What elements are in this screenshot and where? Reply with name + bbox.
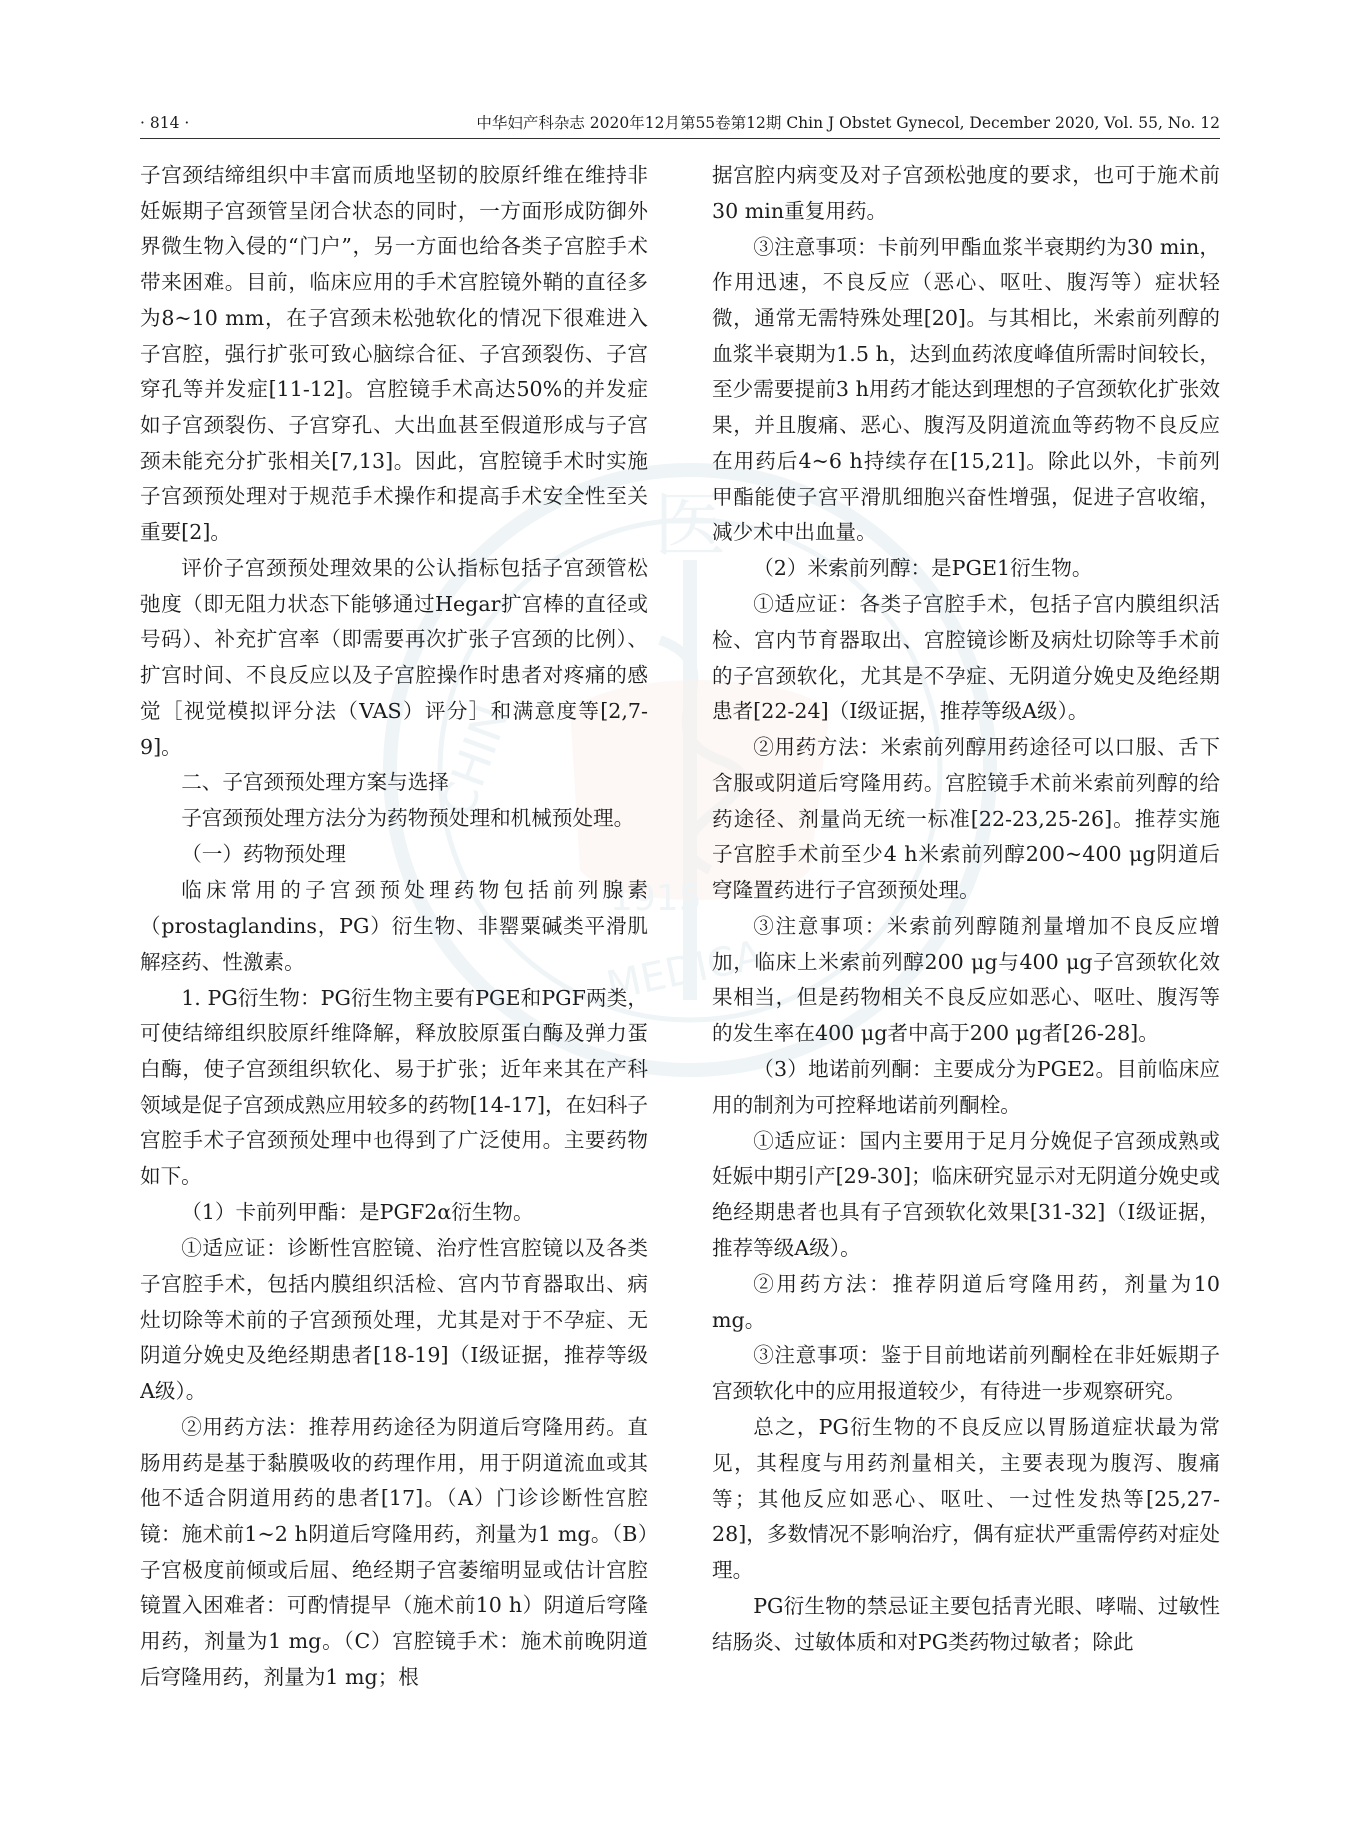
paragraph: ③注意事项：卡前列甲酯血浆半衰期约为30 min，作用迅速，不良反应（恶心、呕吐、腹泻等）症状轻微，通常无需特殊处理[20]。与其相比，米索前列醇的血浆半衰期为1.5 h，达到血药浓度峰值所需时间较长，至少需要提前3 h用药才能达到理想的子宫颈软化扩张效果，并且腹痛、恶心、腹泻及阴道流血等药物不良反应在用药后4~6 h持续存在[15,21]。除此以外，卡前列甲酯能使子宫平滑肌细胞兴奋性增强，促进子宫收缩，减少术中出血量。 <box>712 234 1220 545</box>
paragraph: ③注意事项：鉴于目前地诺前列酮栓在非妊娠期子宫颈软化中的应用报道较少，有待进一步观察研究。 <box>712 1343 1220 1404</box>
section-heading: 二、子宫颈预处理方案与选择 <box>181 770 449 795</box>
paragraph: ①适应证：国内主要用于足月分娩促子宫颈成熟或妊娠中期引产[29-30]；临床研究显示对无阴道分娩史或绝经期患者也具有子宫颈软化效果[31-32]（Ⅰ级证据，推荐等级A级）。 <box>712 1128 1220 1260</box>
paragraph: 总之，PG衍生物的不良反应以胃肠道症状最为常见，其程度与用药剂量相关，主要表现为腹泻、腹痛等；其他反应如恶心、呕吐、一过性发热等[25,27-28]，多数情况不影响治疗，偶有症状严重需停药对症处理。 <box>712 1415 1220 1582</box>
watermark-medical: MEDICA <box>602 932 767 1010</box>
paragraph: 子宫颈预处理方法分为药物预处理和机械预处理。 <box>181 806 635 831</box>
paragraph: ②用药方法：推荐用药途径为阴道后穹隆用药。直肠用药是基于黏膜吸收的药理作用，用于阴道流血或其他不适合阴道用药的患者[17]。（A）门诊诊断性宫腔镜：施术前1~2 h阴道后穹隆用药，剂量为1 mg。（B）子宫极度前倾或后屈、绝经期子宫萎缩明显或估计宫腔镜置入困难者：可酌情提早（施术前10 h）阴道后穹隆用药，剂量为1 mg。（C）宫腔镜手术：施术前晚阴道后穹隆用药，剂量为1 mg；根 <box>140 1414 648 1689</box>
paragraph: 据宫腔内病变及对子宫颈松弛度的要求，也可于施术前30 min重复用药。 <box>712 163 1220 223</box>
paragraph: 评价子宫颈预处理效果的公认指标包括子宫颈管松弛度（即无阻力状态下能够通过Hegar扩宫棒的直径或号码）、补充扩宫率（即需要再次扩张子宫颈的比例）、扩宫时间、不良反应以及子宫腔操作时患者对疼痛的感觉［视觉模拟评分法（VAS）评分］和满意度等[2,7-9]。 <box>140 555 648 759</box>
subsection-heading: （一）药物预处理 <box>181 842 346 867</box>
paragraph: ①适应证：各类子宫腔手术，包括子宫内膜组织活检、宫内节育器取出、宫腔镜诊断及病灶切除等手术前的子宫颈软化，尤其是不孕症、无阴道分娩史及绝经期患者[22-24]（Ⅰ级证据，推荐等级A级）。 <box>712 592 1220 724</box>
journal-citation: 中华妇产科杂志 2020年12月第55卷第12期 Chin J Obstet Gynecol, December 2020, Vol. 55, No. 12 <box>476 114 1220 132</box>
left-column <box>140 158 648 1768</box>
right-column <box>712 158 1220 1768</box>
watermark-year: 1915 <box>610 878 702 919</box>
running-header <box>140 108 1220 138</box>
paragraph: ③注意事项：米索前列醇随剂量增加不良反应增加，临床上米索前列醇200 μg与400 μg子宫颈软化效果相当，但是药物相关不良反应如恶心、呕吐、腹泻等的发生率在400 μg者中高于200 μg者[26-28]。 <box>712 914 1220 1046</box>
header-rule <box>140 138 1220 139</box>
paragraph: （2）米索前列醇：是PGE1衍生物。 <box>753 556 1093 581</box>
watermark-glyph: 医 <box>653 483 727 567</box>
paragraph: 临床常用的子宫颈预处理药物包括前列腺素（prostaglandins，PG）衍生物、非罂粟碱类平滑肌解痉药、性激素。 <box>140 878 648 974</box>
paragraph: ②用药方法：米索前列醇用药途径可以口服、舌下含服或阴道后穹隆用药。宫腔镜手术前米索前列醇的给药途径、剂量尚无统一标准[22-23,25-26]。推荐实施子宫腔手术前至少4 h米索前列醇200~400 μg阴道后穹隆置药进行子宫颈预处理。 <box>712 735 1220 903</box>
page-number: · 814 · <box>140 114 190 132</box>
watermark-chin: CHIN <box>429 697 520 824</box>
paragraph: ②用药方法：推荐阴道后穹隆用药，剂量为10 mg。 <box>712 1271 1220 1332</box>
paragraph: ①适应证：诊断性宫腔镜、治疗性宫腔镜以及各类子宫腔手术，包括内膜组织活检、宫内节育器取出、病灶切除等术前的子宫颈预处理，尤其是对于不孕症、无阴道分娩史及绝经期患者[18-19]（Ⅰ级证据，推荐等级A级）。 <box>140 1236 648 1403</box>
paragraph: PG衍生物的禁忌证主要包括青光眼、哮喘、过敏性结肠炎、过敏体质和对PG类药物过敏者；除此 <box>712 1593 1220 1654</box>
paragraph: 子宫颈结缔组织中丰富而质地坚韧的胶原纤维在维持非妊娠期子宫颈管呈闭合状态的同时，一方面形成防御外界微生物入侵的“门户”，另一方面也给各类子宫腔手术带来困难。目前，临床应用的手术宫腔镜外鞘的直径多为8~10 mm，在子宫颈未松弛软化的情况下很难进入子宫腔，强行扩张可致心脑综合征、子宫颈裂伤、子宫穿孔等并发症[11-12]。宫腔镜手术高达50%的并发症如子宫颈裂伤、子宫穿孔、大出血甚至假道形成与子宫颈未能充分扩张相关[7,13]。因此，宫腔镜手术时实施子宫颈预处理对于规范手术操作和提高手术安全性至关重要[2]。 <box>140 163 648 545</box>
paragraph: （3）地诺前列酮：主要成分为PGE2。目前临床应用的制剂为可控释地诺前列酮栓。 <box>712 1057 1220 1117</box>
paragraph: 1. PG衍生物：PG衍生物主要有PGE和PGF两类，可使结缔组织胶原纤维降解，释放胶原蛋白酶及弹力蛋白酶，使子宫颈组织软化、易于扩张；近年来其在产科领域是促子宫颈成熟应用较多的药物[14-17]，在妇科子宫腔手术子宫颈预处理中也得到了广泛使用。主要药物如下。 <box>140 985 648 1189</box>
paragraph: （1）卡前列甲酯：是PGF2α衍生物。 <box>181 1200 534 1225</box>
